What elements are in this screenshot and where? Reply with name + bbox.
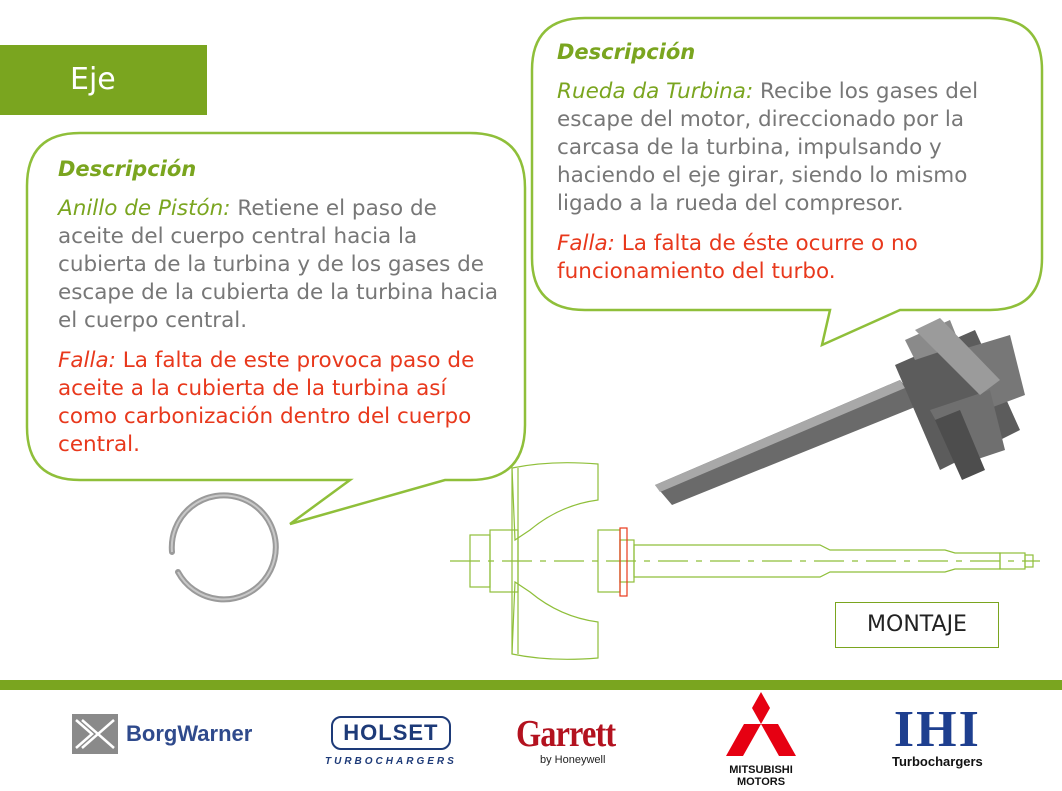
right-bubble-heading: Descripción — [557, 40, 696, 64]
borgwarner-emblem-icon — [72, 712, 118, 756]
mitsubishi-diamonds-icon — [718, 690, 804, 760]
left-bubble-term: Anillo de Pistón: — [58, 196, 231, 221]
montaje-button[interactable]: MONTAJE — [835, 602, 999, 648]
turbine-shaft-photo — [655, 318, 1025, 505]
left-bubble-fail-text: La falta de este provoca paso de aceite a la cubierta de la turbina así como carbonización dentro del cuerpo central. — [58, 348, 475, 457]
right-bubble-fail-term: Falla: — [557, 231, 615, 256]
left-bubble-content — [58, 155, 503, 459]
left-bubble-description: Retiene el paso de aceite del cuerpo central hacia la cubierta de la turbina y de los gases de escape de la cubierta de la turbina hacia el cuerpo central. — [58, 196, 499, 333]
garrett-logo — [516, 712, 633, 766]
mitsubishi-text-line2: MOTORS — [736, 776, 786, 788]
ihi-subtitle: Turbochargers — [892, 754, 983, 769]
garrett-text: Garrett — [516, 713, 616, 755]
borgwarner-text: BorgWarner — [126, 721, 253, 746]
right-bubble-fail-text: La falta de éste ocurre o no funcionamiento del turbo. — [557, 231, 918, 284]
ihi-text: IHI — [893, 701, 981, 758]
garrett-subtitle: by Honeywell — [540, 754, 606, 766]
left-bubble-heading: Descripción — [58, 157, 197, 181]
footer-bar — [0, 680, 1062, 690]
holset-text: HOLSET — [331, 716, 450, 750]
ihi-logo — [892, 701, 983, 769]
holset-logo — [325, 716, 457, 767]
right-bubble-term: Rueda da Turbina: — [557, 79, 754, 104]
mitsubishi-text-line1: MITSUBISHI — [729, 764, 793, 776]
slide-title: Eje — [0, 45, 207, 115]
holset-subtitle: TURBOCHARGERS — [325, 756, 457, 767]
right-bubble-description: Recibe los gases del escape del motor, direccionado por la carcasa de la turbina, impulsando y haciendo el eje girar, siendo lo mismo ligado a la rueda del compresor. — [557, 79, 979, 216]
right-bubble-content — [557, 38, 1022, 286]
left-bubble-fail-term: Falla: — [58, 348, 116, 373]
mitsubishi-logo — [718, 690, 804, 788]
borgwarner-logo — [72, 712, 252, 756]
